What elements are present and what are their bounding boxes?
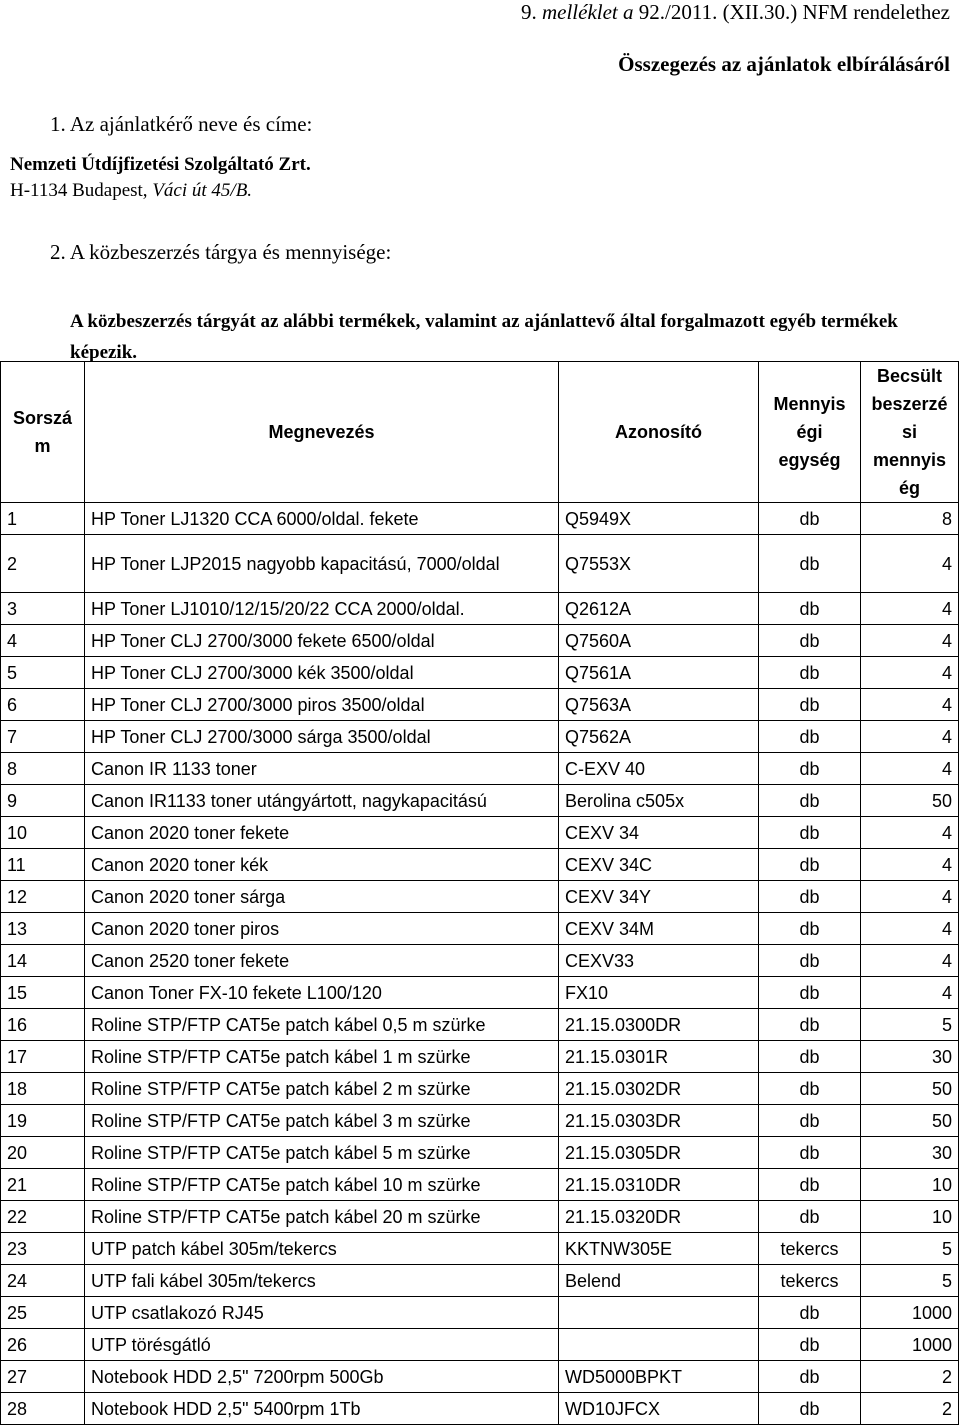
cell-name: Roline STP/FTP CAT5e patch kábel 2 m szürke — [85, 1073, 559, 1105]
cell-quantity: 4 — [861, 913, 959, 945]
cell-identifier: 21.15.0302DR — [559, 1073, 759, 1105]
cell-serial-number: 8 — [1, 753, 85, 785]
cell-quantity: 50 — [861, 1105, 959, 1137]
cell-unit: db — [759, 753, 861, 785]
cell-quantity: 30 — [861, 1137, 959, 1169]
cell-serial-number: 15 — [1, 977, 85, 1009]
cell-serial-number: 7 — [1, 721, 85, 753]
cell-name: Roline STP/FTP CAT5e patch kábel 10 m szürke — [85, 1169, 559, 1201]
table-row — [1, 1009, 959, 1041]
cell-name: UTP csatlakozó RJ45 — [85, 1297, 559, 1329]
cell-quantity: 50 — [861, 1073, 959, 1105]
table-row — [1, 1265, 959, 1297]
cell-unit: db — [759, 689, 861, 721]
cell-name: Roline STP/FTP CAT5e patch kábel 5 m szürke — [85, 1137, 559, 1169]
cell-name: HP Toner LJ1010/12/15/20/22 CCA 2000/oldal. — [85, 593, 559, 625]
section-2-title: 2. A közbeszerzés tárgya és mennyisége: — [50, 240, 392, 264]
cell-serial-number: 9 — [1, 785, 85, 817]
cell-unit: db — [759, 817, 861, 849]
table-row — [1, 593, 959, 625]
cell-unit: db — [759, 785, 861, 817]
cell-name: UTP fali kábel 305m/tekercs — [85, 1265, 559, 1297]
table-row — [1, 1361, 959, 1393]
cell-quantity: 1000 — [861, 1329, 959, 1361]
cell-identifier: KKTNW305E — [559, 1233, 759, 1265]
table-row — [1, 1393, 959, 1425]
cell-name: HP Toner CLJ 2700/3000 sárga 3500/oldal — [85, 721, 559, 753]
cell-name: Canon 2020 toner kék — [85, 849, 559, 881]
cell-unit: db — [759, 657, 861, 689]
cell-name: Roline STP/FTP CAT5e patch kábel 3 m szürke — [85, 1105, 559, 1137]
cell-serial-number: 16 — [1, 1009, 85, 1041]
cell-unit: db — [759, 849, 861, 881]
procurement-subject: A közbeszerzés tárgyát az alábbi termékek, valamint az ajánlattevő által forgalmazott egyéb termékek képezik. — [70, 311, 898, 363]
cell-serial-number: 28 — [1, 1393, 85, 1425]
cell-quantity: 50 — [861, 785, 959, 817]
cell-serial-number: 14 — [1, 945, 85, 977]
cell-identifier: 21.15.0301R — [559, 1041, 759, 1073]
table-row — [1, 753, 959, 785]
cell-name: Roline STP/FTP CAT5e patch kábel 0,5 m szürke — [85, 1009, 559, 1041]
cell-serial-number: 19 — [1, 1105, 85, 1137]
cell-identifier: CEXV 34Y — [559, 881, 759, 913]
cell-name: Canon 2020 toner fekete — [85, 817, 559, 849]
cell-serial-number: 3 — [1, 593, 85, 625]
table-row — [1, 881, 959, 913]
cell-quantity: 4 — [861, 535, 959, 593]
cell-quantity: 4 — [861, 881, 959, 913]
cell-quantity: 5 — [861, 1265, 959, 1297]
cell-unit: db — [759, 881, 861, 913]
cell-serial-number: 24 — [1, 1265, 85, 1297]
cell-quantity: 5 — [861, 1009, 959, 1041]
cell-quantity: 4 — [861, 625, 959, 657]
cell-unit: db — [759, 503, 861, 535]
cell-unit: db — [759, 1041, 861, 1073]
table-row — [1, 785, 959, 817]
cell-identifier: Q7560A — [559, 625, 759, 657]
cell-identifier: Q7563A — [559, 689, 759, 721]
cell-serial-number: 12 — [1, 881, 85, 913]
cell-identifier: 21.15.0300DR — [559, 1009, 759, 1041]
address-italic: Váci út 45/B. — [152, 180, 253, 201]
annex-number: 9. — [520, 0, 537, 24]
cell-unit: db — [759, 1393, 861, 1425]
table-row — [1, 849, 959, 881]
table-row — [1, 945, 959, 977]
cell-quantity: 4 — [861, 721, 959, 753]
cell-identifier — [559, 1297, 759, 1329]
cell-serial-number: 5 — [1, 657, 85, 689]
table-row — [1, 657, 959, 689]
cell-identifier: Q7553X — [559, 535, 759, 593]
header-name: Megnevezés — [85, 362, 559, 503]
cell-identifier: C-EXV 40 — [559, 753, 759, 785]
cell-identifier: CEXV 34C — [559, 849, 759, 881]
cell-name: Canon IR1133 toner utángyártott, nagykapacitású — [85, 785, 559, 817]
cell-serial-number: 11 — [1, 849, 85, 881]
cell-serial-number: 20 — [1, 1137, 85, 1169]
cell-unit: db — [759, 593, 861, 625]
cell-identifier: 21.15.0305DR — [559, 1137, 759, 1169]
table-header-row — [1, 362, 959, 503]
cell-serial-number: 4 — [1, 625, 85, 657]
cell-quantity: 10 — [861, 1201, 959, 1233]
cell-serial-number: 23 — [1, 1233, 85, 1265]
table-row — [1, 1169, 959, 1201]
cell-quantity: 30 — [861, 1041, 959, 1073]
cell-unit: db — [759, 945, 861, 977]
table-row — [1, 1329, 959, 1361]
cell-identifier: 21.15.0310DR — [559, 1169, 759, 1201]
cell-serial-number: 18 — [1, 1073, 85, 1105]
cell-unit: db — [759, 1297, 861, 1329]
cell-unit: tekercs — [759, 1233, 861, 1265]
contracting-authority-address — [10, 180, 252, 202]
cell-quantity: 4 — [861, 593, 959, 625]
address-plain: H-1134 Budapest, — [10, 180, 153, 201]
header-unit: Mennyis égi egység — [759, 362, 861, 503]
cell-serial-number: 10 — [1, 817, 85, 849]
cell-unit: db — [759, 721, 861, 753]
cell-name: HP Toner CLJ 2700/3000 kék 3500/oldal — [85, 657, 559, 689]
cell-identifier: 21.15.0303DR — [559, 1105, 759, 1137]
cell-identifier: Q7562A — [559, 721, 759, 753]
table-row — [1, 689, 959, 721]
table-row — [1, 721, 959, 753]
header-identifier: Azonosító — [559, 362, 759, 503]
cell-identifier: CEXV33 — [559, 945, 759, 977]
cell-quantity: 4 — [861, 977, 959, 1009]
table-row — [1, 1201, 959, 1233]
cell-name: Notebook HDD 2,5" 5400rpm 1Tb — [85, 1393, 559, 1425]
table-row — [1, 625, 959, 657]
cell-identifier: Belend — [559, 1265, 759, 1297]
cell-quantity: 2 — [861, 1361, 959, 1393]
cell-quantity: 4 — [861, 945, 959, 977]
cell-identifier: WD5000BPKT — [559, 1361, 759, 1393]
cell-serial-number: 13 — [1, 913, 85, 945]
cell-identifier: Q5949X — [559, 503, 759, 535]
table-row — [1, 977, 959, 1009]
cell-unit: db — [759, 1361, 861, 1393]
cell-identifier: 21.15.0320DR — [559, 1201, 759, 1233]
cell-quantity: 4 — [861, 689, 959, 721]
cell-name: Canon IR 1133 toner — [85, 753, 559, 785]
cell-quantity: 4 — [861, 753, 959, 785]
cell-name: HP Toner CLJ 2700/3000 piros 3500/oldal — [85, 689, 559, 721]
table-row — [1, 1137, 959, 1169]
cell-identifier: WD10JFCX — [559, 1393, 759, 1425]
cell-name: Canon 2020 toner sárga — [85, 881, 559, 913]
cell-unit: db — [759, 977, 861, 1009]
cell-serial-number: 2 — [1, 535, 85, 593]
cell-name: HP Toner LJP2015 nagyobb kapacitású, 7000/oldal — [85, 535, 559, 593]
cell-unit: db — [759, 1009, 861, 1041]
cell-unit: db — [759, 625, 861, 657]
cell-name: Canon Toner FX-10 fekete L100/120 — [85, 977, 559, 1009]
cell-serial-number: 6 — [1, 689, 85, 721]
header-serial-number: Sorszá m — [1, 362, 85, 503]
cell-quantity: 4 — [861, 657, 959, 689]
cell-unit: db — [759, 1105, 861, 1137]
table-row — [1, 1297, 959, 1329]
cell-identifier — [559, 1329, 759, 1361]
cell-quantity: 8 — [861, 503, 959, 535]
annex-italic: melléklet a — [541, 0, 634, 24]
cell-serial-number: 1 — [1, 503, 85, 535]
cell-serial-number: 21 — [1, 1169, 85, 1201]
cell-identifier: Q2612A — [559, 593, 759, 625]
cell-name: Roline STP/FTP CAT5e patch kábel 20 m szürke — [85, 1201, 559, 1233]
cell-unit: db — [759, 1329, 861, 1361]
table-row — [1, 535, 959, 593]
cell-quantity: 5 — [861, 1233, 959, 1265]
annex-reference — [521, 0, 950, 25]
cell-name: UTP patch kábel 305m/tekercs — [85, 1233, 559, 1265]
cell-unit: db — [759, 535, 861, 593]
table-row — [1, 1041, 959, 1073]
annex-rest: 92./2011. (XII.30.) NFM rendelethez — [638, 0, 950, 24]
table-row — [1, 1105, 959, 1137]
cell-quantity: 10 — [861, 1169, 959, 1201]
cell-serial-number: 25 — [1, 1297, 85, 1329]
cell-name: Canon 2020 toner piros — [85, 913, 559, 945]
table-row — [1, 1233, 959, 1265]
cell-serial-number: 27 — [1, 1361, 85, 1393]
cell-unit: db — [759, 1169, 861, 1201]
cell-name: HP Toner CLJ 2700/3000 fekete 6500/oldal — [85, 625, 559, 657]
cell-identifier: CEXV 34M — [559, 913, 759, 945]
table-row — [1, 817, 959, 849]
items-table — [0, 361, 959, 1425]
cell-identifier: FX10 — [559, 977, 759, 1009]
cell-name: UTP törésgátló — [85, 1329, 559, 1361]
cell-identifier: Q7561A — [559, 657, 759, 689]
section-1-title: 1. Az ajánlatkérő neve és címe: — [50, 112, 313, 136]
table-row — [1, 913, 959, 945]
cell-quantity: 4 — [861, 817, 959, 849]
cell-quantity: 4 — [861, 849, 959, 881]
cell-unit: db — [759, 1201, 861, 1233]
cell-unit: db — [759, 1073, 861, 1105]
header-quantity: Becsült beszerzé si mennyis ég — [861, 362, 959, 503]
table-body — [1, 503, 959, 1425]
summary-title: Összegezés az ajánlatok elbírálásáról — [618, 52, 950, 76]
cell-identifier: CEXV 34 — [559, 817, 759, 849]
cell-identifier: Berolina c505x — [559, 785, 759, 817]
table-row — [1, 1073, 959, 1105]
cell-name: Roline STP/FTP CAT5e patch kábel 1 m szürke — [85, 1041, 559, 1073]
cell-name: HP Toner LJ1320 CCA 6000/oldal. fekete — [85, 503, 559, 535]
table-row — [1, 503, 959, 535]
cell-serial-number: 17 — [1, 1041, 85, 1073]
cell-unit: tekercs — [759, 1265, 861, 1297]
cell-serial-number: 22 — [1, 1201, 85, 1233]
cell-quantity: 1000 — [861, 1297, 959, 1329]
cell-unit: db — [759, 913, 861, 945]
cell-quantity: 2 — [861, 1393, 959, 1425]
contracting-authority-name: Nemzeti Útdíjfizetési Szolgáltató Zrt. — [10, 154, 311, 175]
cell-unit: db — [759, 1137, 861, 1169]
cell-name: Notebook HDD 2,5" 7200rpm 500Gb — [85, 1361, 559, 1393]
cell-serial-number: 26 — [1, 1329, 85, 1361]
cell-name: Canon 2520 toner fekete — [85, 945, 559, 977]
